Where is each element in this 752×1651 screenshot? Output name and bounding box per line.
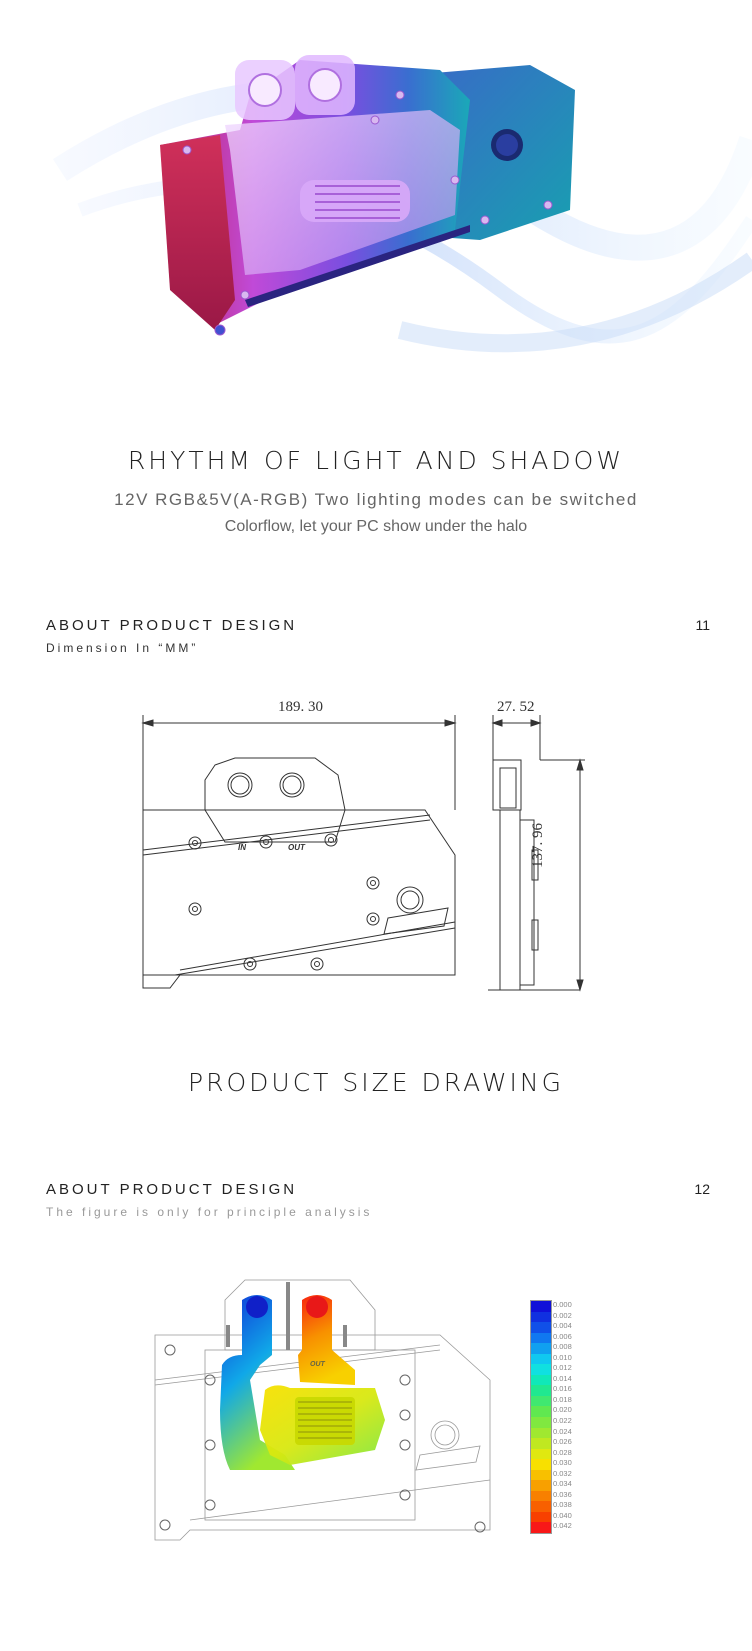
scale-label: 0.030 bbox=[553, 1458, 572, 1468]
flow-simulation bbox=[150, 1270, 650, 1630]
scale-label: 0.002 bbox=[553, 1310, 572, 1320]
out-label: OUT bbox=[288, 843, 305, 852]
hero-line-2: Colorflow, let your PC show under the halo bbox=[224, 518, 528, 535]
scale-label: 0.040 bbox=[553, 1510, 572, 1520]
section-11-number: 11 bbox=[695, 617, 710, 633]
scale-label: 0.014 bbox=[553, 1373, 572, 1383]
scale-label: 0.008 bbox=[553, 1342, 572, 1352]
in-label: IN bbox=[238, 843, 246, 852]
scale-label: 0.022 bbox=[553, 1416, 572, 1426]
hero-product-image bbox=[0, 0, 752, 400]
scale-label: 0.004 bbox=[553, 1321, 572, 1331]
scale-label: 0.010 bbox=[553, 1352, 572, 1362]
scale-label: 0.000 bbox=[553, 1300, 572, 1309]
hero-line-1: 12V RGB&5V(A-RGB) Two lighting modes can be switched bbox=[114, 490, 638, 509]
drawing-caption: PRODUCT SIZE DRAWING bbox=[188, 1068, 564, 1097]
scale-label: 0.042 bbox=[553, 1521, 572, 1531]
scale-label: 0.038 bbox=[553, 1500, 572, 1510]
scale-labels bbox=[553, 1300, 593, 1532]
scale-label: 0.016 bbox=[553, 1384, 572, 1394]
hero-title: RHYTHM OF LIGHT AND SHADOW bbox=[127, 446, 625, 475]
velocity-color-scale bbox=[530, 1300, 552, 1534]
dim-height: 137. 96 bbox=[530, 823, 546, 868]
scale-label: 0.026 bbox=[553, 1437, 572, 1447]
dim-width: 189. 30 bbox=[278, 699, 323, 715]
scale-label: 0.024 bbox=[553, 1426, 572, 1436]
dim-depth: 27. 52 bbox=[497, 699, 535, 715]
section-12-subtitle: The figure is only for principle analysis bbox=[46, 1205, 373, 1219]
flow-out-label: OUT bbox=[310, 1361, 325, 1368]
scale-label: 0.006 bbox=[553, 1331, 572, 1341]
scale-label: 0.034 bbox=[553, 1479, 572, 1489]
section-12-number: 12 bbox=[694, 1181, 710, 1197]
section-11-title: ABOUT PRODUCT DESIGN bbox=[46, 617, 298, 634]
section-12-title: ABOUT PRODUCT DESIGN bbox=[46, 1181, 298, 1198]
dimension-drawing bbox=[130, 690, 610, 1010]
scale-label: 0.012 bbox=[553, 1363, 572, 1373]
scale-label: 0.036 bbox=[553, 1489, 572, 1499]
scale-label: 0.032 bbox=[553, 1468, 572, 1478]
scale-label: 0.028 bbox=[553, 1447, 572, 1457]
scale-label: 0.020 bbox=[553, 1405, 572, 1415]
section-11-subtitle: Dimension In “MM” bbox=[46, 641, 199, 655]
scale-label: 0.018 bbox=[553, 1394, 572, 1404]
